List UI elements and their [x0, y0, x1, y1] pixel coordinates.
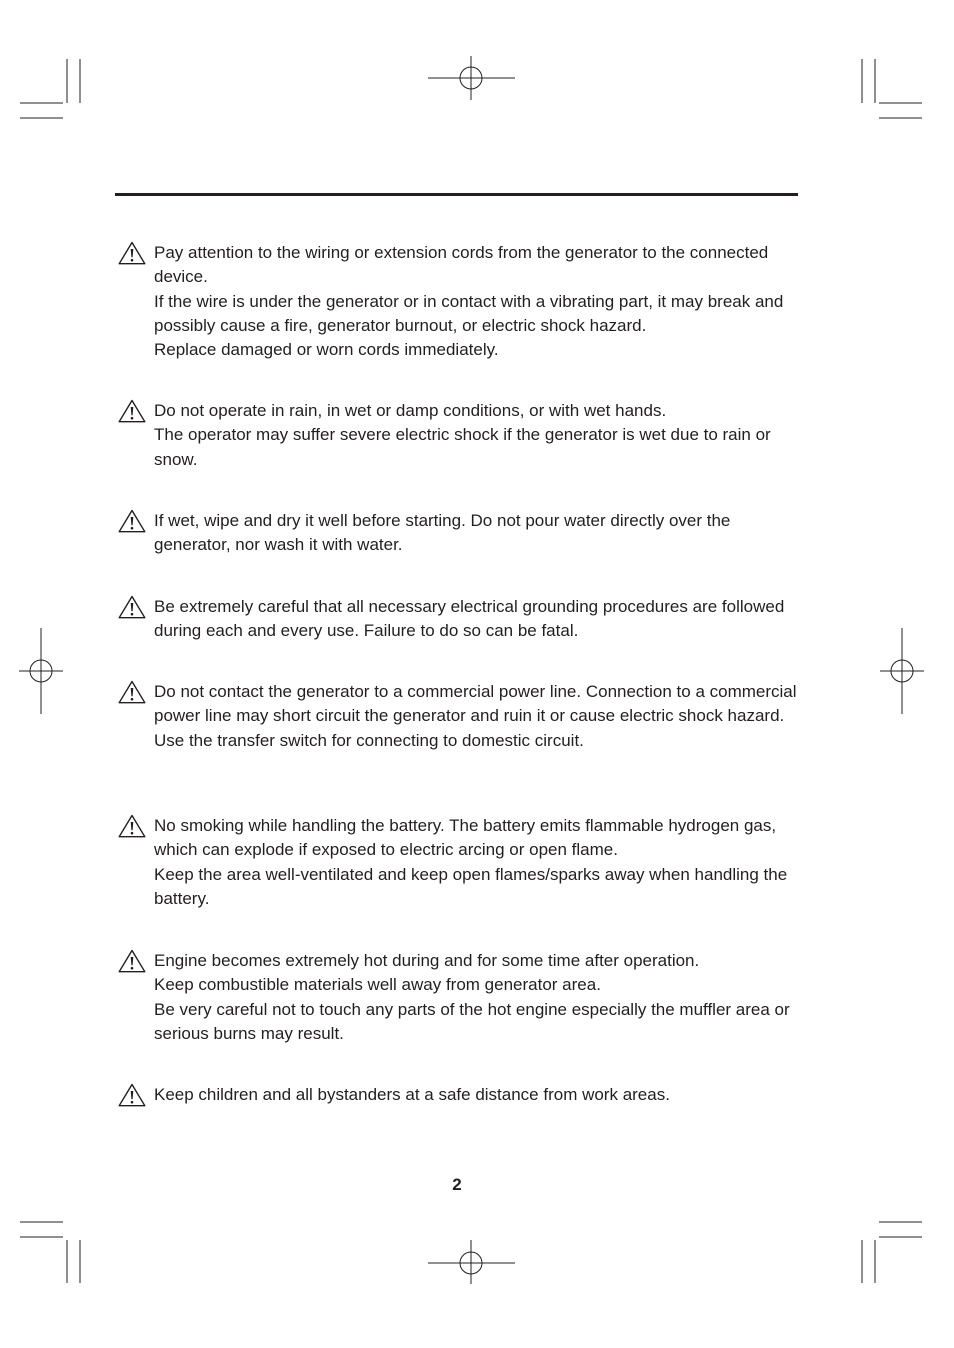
warning-triangle-icon: [118, 814, 146, 838]
warning-line: If wet, wipe and dry it well before starting. Do not pour water directly over the generator, nor wash it with water.: [154, 511, 731, 555]
warning-line: No smoking while handling the battery. The battery emits flammable hydrogen gas, which can explode if exposed to electric arcing or open flame.: [154, 816, 777, 860]
warning-line: Do not operate in rain, in wet or damp conditions, or with wet hands.: [154, 401, 667, 420]
warning-item: [118, 680, 798, 753]
warning-triangle-icon: [118, 241, 146, 265]
warning-triangle-icon: [118, 1083, 146, 1107]
warning-item: [118, 509, 798, 558]
warning-line: Keep the area well-ventilated and keep open flames/sparks away when handling the battery.: [154, 864, 788, 908]
warning-line: Keep combustible materials well away from generator area.: [154, 975, 601, 995]
warning-item: [118, 949, 798, 1046]
warning-item: [118, 1083, 798, 1107]
warning-line: Pay attention to the wiring or extension cords from the generator to the connected device.: [154, 243, 769, 287]
warning-text: [154, 1083, 798, 1107]
header-rule: [115, 193, 798, 196]
page-number: 2: [452, 1175, 462, 1194]
warning-text: [154, 680, 798, 753]
warning-text: [154, 509, 798, 558]
warning-line: Keep children and all bystanders at a safe distance from work areas.: [154, 1085, 670, 1104]
warning-line: The operator may suffer severe electric shock if the generator is wet due to rain or snow.: [154, 425, 771, 469]
warning-line: Be extremely careful that all necessary electrical grounding procedures are followed during each and every use. Failure to do so can be fatal.: [154, 597, 785, 641]
warning-text: [154, 241, 798, 362]
warning-line: Do not contact the generator to a commercial power line. Connection to a commercial power line may short circuit the generator and ruin it or cause electric shock hazard. Use the transfer switch for connecting to domestic circuit.: [154, 682, 797, 750]
warning-triangle-icon: [118, 680, 146, 704]
warning-text: [154, 949, 798, 1046]
warning-triangle-icon: [118, 949, 146, 973]
warning-triangle-icon: [118, 399, 146, 423]
warning-item: [118, 399, 798, 472]
warning-triangle-icon: [118, 509, 146, 533]
warning-line: Be very careful not to touch any parts of the hot engine especially the muffler area or serious burns may result.: [154, 999, 790, 1043]
warning-text: [154, 399, 798, 472]
warning-item: [118, 595, 798, 644]
warning-text: [154, 595, 798, 644]
warning-line: Engine becomes extremely hot during and for some time after operation.: [154, 951, 700, 970]
warning-item: [118, 241, 798, 362]
warning-text: [154, 814, 798, 911]
warning-line: If the wire is under the generator or in contact with a vibrating part, it may break and possibly cause a fire, generator burnout, or electric shock hazard.: [154, 291, 784, 335]
warning-triangle-icon: [118, 595, 146, 619]
warning-line: Replace damaged or worn cords immediately.: [154, 340, 499, 360]
warning-item: [118, 814, 798, 911]
